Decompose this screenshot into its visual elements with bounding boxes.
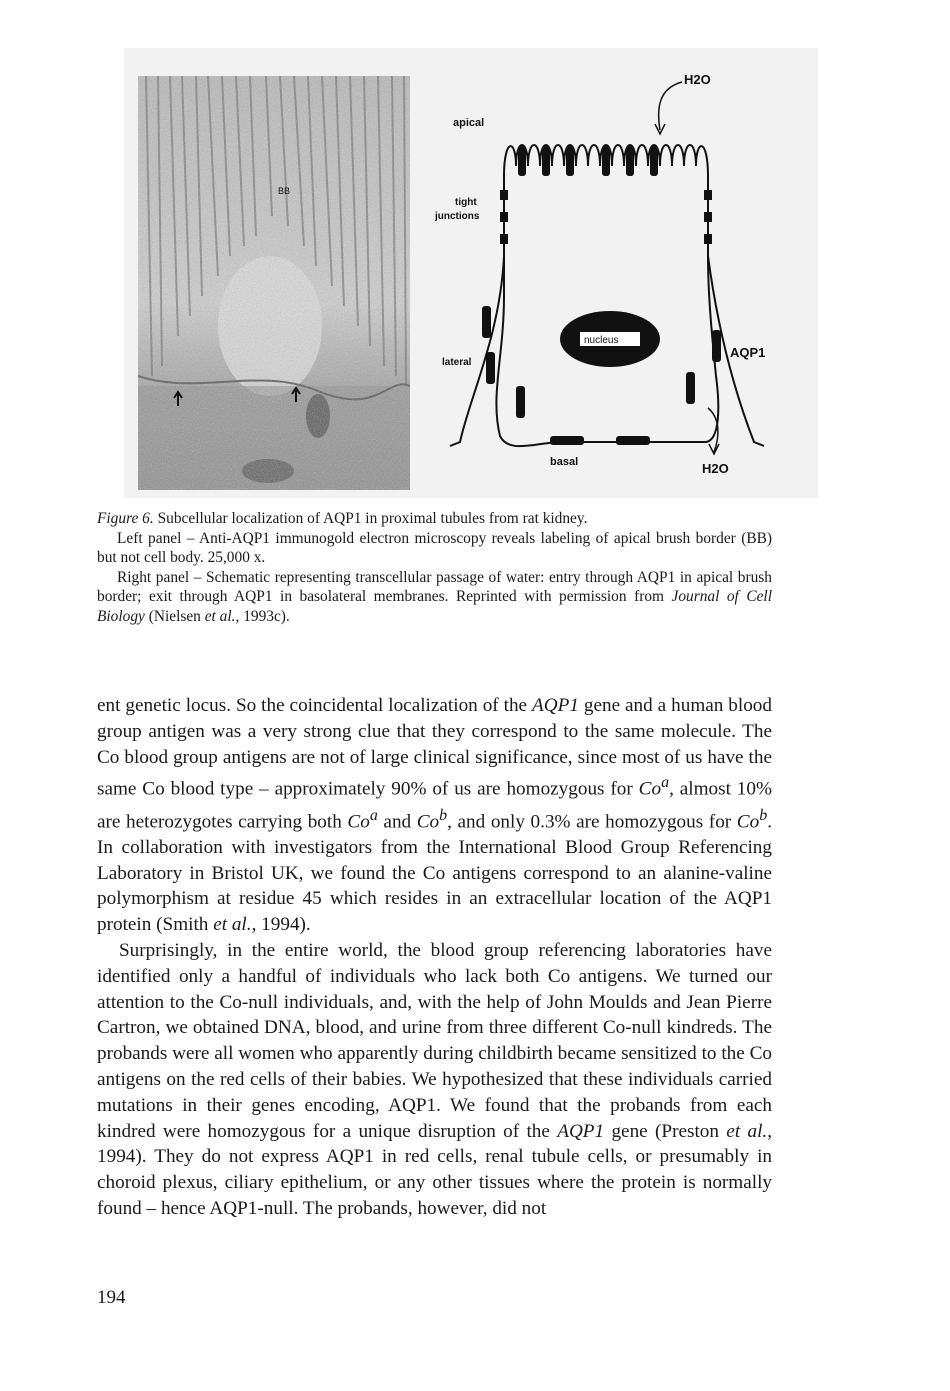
caption-title bbox=[97, 509, 772, 529]
electron-micrograph bbox=[138, 76, 410, 490]
caption-figure-label: Figure 6. bbox=[97, 510, 154, 527]
p2-text-2: gene (Preston bbox=[604, 1120, 727, 1142]
left-outer-membrane bbox=[450, 256, 504, 446]
aqp1-label: AQP1 bbox=[730, 345, 766, 360]
p1-text-3: , almost 10% are heterozygotes carrying both bbox=[97, 778, 772, 832]
lateral-label: lateral bbox=[442, 357, 472, 368]
h2o-bottom-label: H2O bbox=[702, 461, 729, 476]
p1-gene-aqp1: AQP1 bbox=[532, 695, 579, 716]
caption-title-text: Subcellular localization of AQP1 in proximal tubules from rat kidney. bbox=[157, 510, 588, 527]
h2o-top-label: H2O bbox=[684, 72, 711, 87]
p1-coa-2: Co bbox=[347, 810, 370, 832]
caption-etal: et al., bbox=[204, 607, 240, 625]
p1-coa-1: Co bbox=[638, 778, 662, 800]
paragraph-1 bbox=[97, 693, 772, 938]
bb-label: BB bbox=[278, 186, 291, 196]
paragraph-2 bbox=[97, 938, 772, 1222]
p2-text-3: , 1994). They do not express AQP1 in red cells, renal tubule cells, or presumably in choroid plexus, ciliary epithelium, or any other tissues where the protein is normally found – hence AQP1-null. The probands, however, did not bbox=[97, 1120, 772, 1219]
caption-right-text-b: (Nielsen bbox=[144, 607, 205, 625]
p2-text-1: Surprisingly, in the entire world, the blood group referencing laboratories have identified only a handful of individuals who lack both Co antigens. We turned our attention to the Co-null individuals, and, with the help of John Moulds and Jean Pierre Cartron, we obtained DNA, blood, and urine from three different Co-null kindreds. The probands were all women who apparently during childbirth became sensitized to the Co antigens on the red cells of their babies. We hypothesized that these individuals carried mutations in their genes encoding, AQP1. We found that the probands from each kindred were homozygous for a unique disruption of the bbox=[97, 939, 772, 1142]
tight-label: tight bbox=[455, 197, 477, 208]
transcellular-schematic bbox=[420, 56, 810, 488]
p1-text-5: , and only 0.3% are homozygous for bbox=[447, 810, 737, 832]
p1-etal: et al. bbox=[213, 914, 252, 936]
nucleus-label: nucleus bbox=[584, 335, 619, 346]
p1-cob-1-sup: b bbox=[439, 806, 448, 824]
caption-right-panel bbox=[97, 568, 772, 627]
p1-text-4: and bbox=[377, 810, 417, 832]
p1-cob-2-sup: b bbox=[759, 806, 768, 824]
caption-journal: Journal of Cell Biology bbox=[97, 588, 772, 625]
p1-coa-2-sup: a bbox=[369, 806, 378, 824]
h2o-entry-arrow bbox=[659, 82, 682, 130]
p1-coa-1-sup: a bbox=[661, 774, 670, 792]
page-number: 194 bbox=[97, 1287, 126, 1308]
body-text bbox=[97, 693, 772, 1222]
tight-junction-marks bbox=[500, 190, 712, 244]
p1-text-1: ent genetic locus. So the coincidental localization of the bbox=[97, 695, 533, 716]
junctions-label: junctions bbox=[435, 211, 480, 222]
caption-right-text-c: 1993c). bbox=[239, 607, 290, 625]
p2-etal: et al. bbox=[726, 1120, 768, 1142]
p1-cob-1: Co bbox=[416, 810, 440, 832]
p2-gene-aqp1: AQP1 bbox=[557, 1120, 605, 1142]
p1-text-7: , 1994). bbox=[251, 914, 311, 936]
apical-label: apical bbox=[453, 117, 485, 129]
p1-text-2: gene and a human blood group antigen was a very strong clue that they correspond to the same molecule. The Co blood group antigens are not of large clinical significance, since most of us have the same Co blood type – approximately 90% of us are homozygous for bbox=[97, 695, 772, 800]
figure-caption bbox=[97, 509, 772, 627]
caption-right-text-a: Right panel – Schematic representing transcellular passage of water: entry through AQP1 in apical brush border; exit through AQP1 in basolateral membranes. Reprinted with permission from bbox=[97, 568, 772, 606]
p1-cob-2: Co bbox=[736, 810, 760, 832]
p1-text-6: . In collaboration with investigators from the International Blood Group Referencing Laboratory in Bristol UK, we found the Co antigens correspond to an alanine-valine polymorphism at residue 45 which resides in an extracellular location of the AQP1 protein (Smith bbox=[97, 810, 772, 936]
basal-label: basal bbox=[550, 456, 579, 468]
caption-left-panel: Left panel – Anti-AQP1 immunogold electron microscopy reveals labeling of apical brush border (BB) but not cell body. 25,000 x. bbox=[97, 529, 772, 567]
